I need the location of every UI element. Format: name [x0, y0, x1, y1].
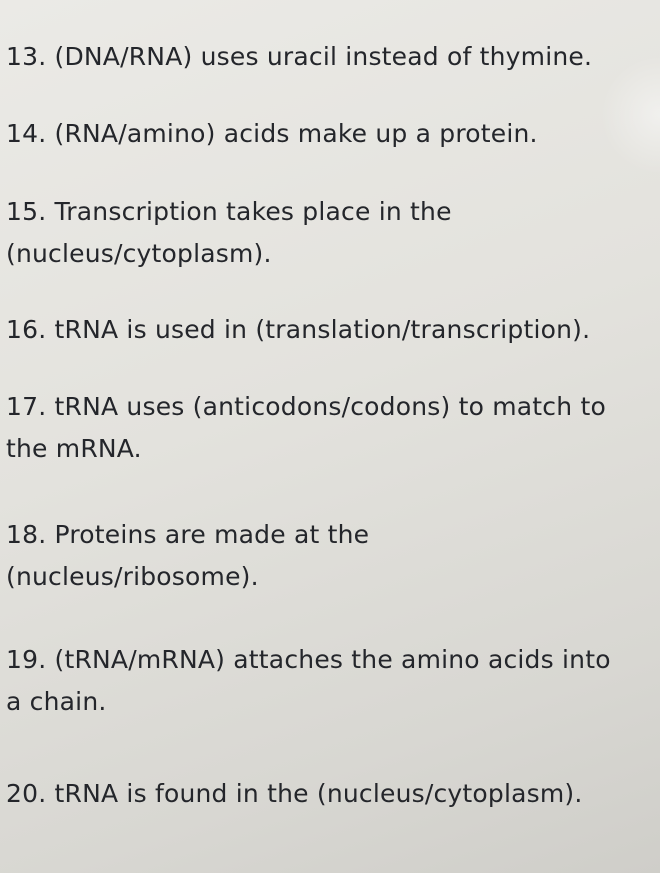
question-17-line-1: 17. tRNA uses (anticodons/codons) to match to: [6, 392, 606, 421]
question-14: [6, 113, 660, 155]
question-20-line-1: 20. tRNA is found in the (nucleus/cytoplasm).: [6, 779, 583, 808]
question-19-line-2: a chain.: [6, 687, 107, 716]
question-15-line-1: 15. Transcription takes place in the: [6, 197, 452, 226]
question-13: [6, 36, 660, 78]
question-18-line-2: (nucleus/ribosome).: [6, 562, 259, 591]
question-18: [6, 514, 660, 598]
question-19-line-1: 19. (tRNA/mRNA) attaches the amino acids into: [6, 645, 611, 674]
question-17-line-2: the mRNA.: [6, 434, 142, 463]
question-16-line-1: 16. tRNA is used in (translation/transcription).: [6, 315, 591, 344]
question-17: [6, 386, 660, 470]
question-19: [6, 639, 660, 723]
question-18-line-1: 18. Proteins are made at the: [6, 520, 370, 549]
question-14-line-1: 14. (RNA/amino) acids make up a protein.: [6, 119, 538, 148]
question-15: [6, 191, 660, 275]
question-15-line-2: (nucleus/cytoplasm).: [6, 239, 272, 268]
question-13-line-1: 13. (DNA/RNA) uses uracil instead of thymine.: [6, 42, 593, 71]
question-16: [6, 309, 660, 351]
question-20: [6, 773, 660, 815]
